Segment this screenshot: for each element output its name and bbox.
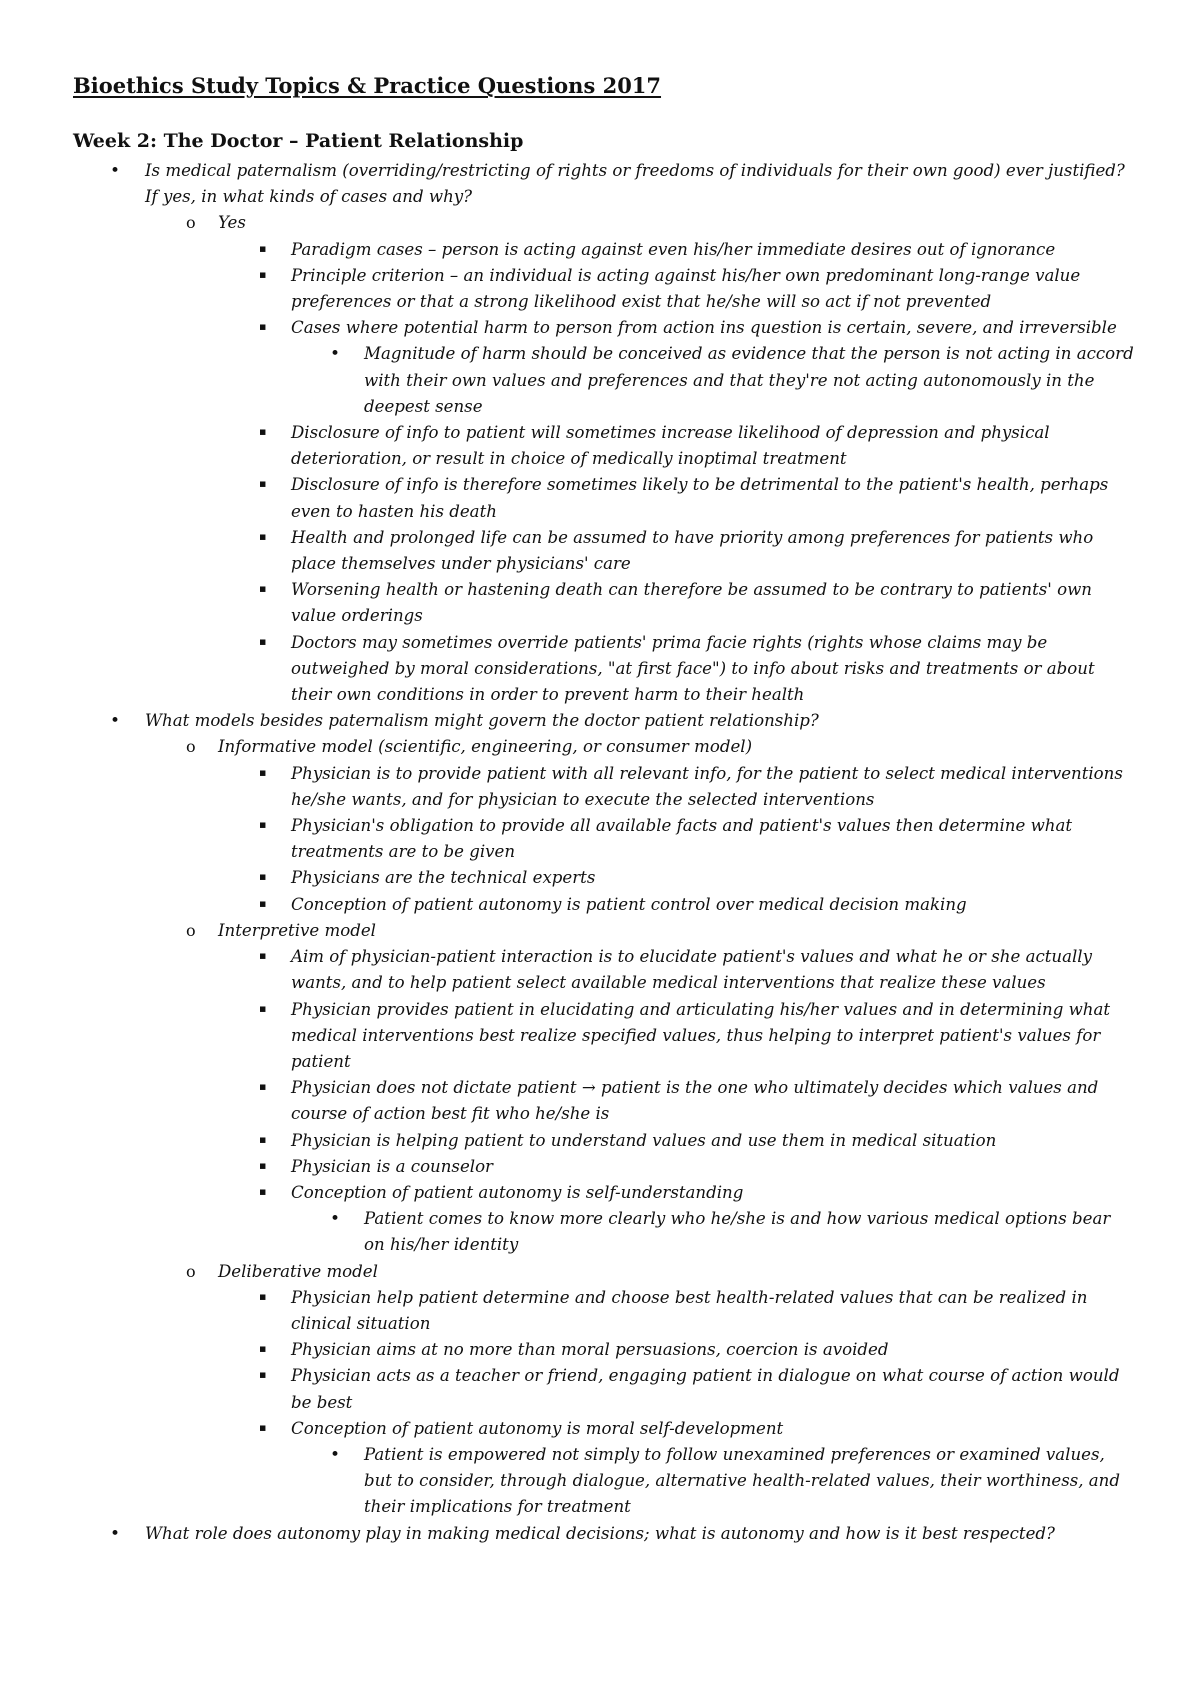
document-title: Bioethics Study Topics & Practice Questions 2017 [73,73,662,98]
bullet-marker: ▪ [259,818,267,832]
outline-item-text: Physician is a counselor [291,1156,493,1176]
outline-item-level-3 [0,1128,1135,1154]
outline-item-text: Health and prolonged life can be assumed to have priority among preferences for patients who place themselves under physicians' care [291,527,1094,574]
bullet-marker: ▪ [259,870,267,884]
bullet-marker: ▪ [259,1342,267,1356]
outline-item-level-3 [0,892,1135,918]
bullet-marker: ▪ [259,1132,267,1146]
bullet-marker: o [186,737,196,757]
bullet-marker: ▪ [259,1080,267,1094]
outline-item-level-3 [0,1180,1135,1206]
week-heading: Week 2: The Doctor – Patient Relationship [73,130,524,152]
outline-item-text: Is medical paternalism (overriding/restricting of rights or freedoms of individuals for their own good) ever justified? If yes, in what kinds of cases and why? [145,161,1125,207]
bullet-marker: ▪ [259,1420,267,1434]
outline-list [0,158,1200,1547]
outline-item-level-3 [0,997,1135,1076]
outline-item-level-3 [0,420,1135,472]
bullet-marker: ▪ [259,1001,267,1015]
outline-item-text: Principle criterion – an individual is acting against his/her own predominant long-range value preferences or that a strong likelihood exist that he/she will so act if not prevented [291,265,1081,312]
outline-item-text: Physician provides patient in elucidating and articulating his/her values and in determining what medical interventions best realize specified values, thus helping to interpret patient's values for patient [291,999,1111,1071]
outline-item-level-3 [0,944,1135,996]
outline-item-level-3 [0,315,1135,341]
outline-item-level-3 [0,1075,1135,1127]
outline-item-level-3 [0,813,1135,865]
outline-item-text: What models besides paternalism might govern the doctor patient relationship? [145,711,819,731]
outline-item-level-3 [0,1337,1135,1363]
outline-item-level-3 [0,1416,1135,1442]
outline-item-text: Worsening health or hastening death can therefore be assumed to be contrary to patients' own value orderings [291,580,1092,626]
outline-item-level-3 [0,630,1135,709]
outline-item-level-2 [0,210,1135,236]
outline-item-text: Physician aims at no more than moral persuasions, coercion is avoided [291,1340,889,1360]
outline-item-level-4 [0,1442,1135,1521]
bullet-marker: ▪ [259,241,267,255]
outline-item-level-3 [0,577,1135,629]
outline-item-level-3 [0,472,1135,524]
bullet-marker: ▪ [259,320,267,334]
outline-item-level-1 [0,1521,1135,1547]
bullet-marker: ▪ [259,267,267,281]
bullet-marker: ▪ [259,425,267,439]
outline-item-text: Physician's obligation to provide all available facts and patient's values then determine what treatments are to be given [291,816,1073,862]
outline-item-text: What role does autonomy play in making medical decisions; what is autonomy and how is it best respected? [145,1523,1055,1543]
outline-item-level-3 [0,237,1135,263]
outline-item-text: Paradigm cases – person is acting against even his/her immediate desires out of ignorance [291,239,1056,259]
outline-item-level-3 [0,1363,1135,1415]
outline-item-level-3 [0,525,1135,577]
outline-item-text: Physician help patient determine and choose best health-related values that can be realized in clinical situation [291,1287,1088,1333]
outline-item-text: Disclosure of info is therefore sometimes likely to be detrimental to the patient's health, perhaps even to hasten his death [291,475,1109,521]
bullet-marker: o [186,1261,196,1281]
bullet-marker: ▪ [259,477,267,491]
outline-item-text: Yes [218,213,246,233]
bullet-marker: • [330,1209,341,1230]
bullet-marker: o [186,920,196,940]
outline-item-text: Interpretive model [218,920,376,940]
outline-item-level-1 [0,158,1135,210]
bullet-marker: ▪ [259,529,267,543]
outline-item-text: Conception of patient autonomy is patient control over medical decision making [291,894,967,914]
outline-item-text: Doctors may sometimes override patients' prima facie rights (rights whose claims may be outweighed by moral considerations, "at first face") to info about risks and treatments or about their own conditions in order to prevent harm to their health [291,632,1095,705]
outline-item-level-2 [0,918,1135,944]
outline-item-text: Informative model (scientific, engineering, or consumer model) [218,737,753,757]
bullet-marker: • [110,1523,121,1544]
outline-item-level-1 [0,708,1135,734]
outline-item-text: Magnitude of harm should be conceived as evidence that the person is not acting in accord with their own values and preferences and that they're not acting autonomously in the deepest sense [364,344,1134,416]
outline-item-text: Physician is helping patient to understand values and use them in medical situation [291,1130,997,1150]
outline-item-level-4 [0,341,1135,420]
bullet-marker: ▪ [259,582,267,596]
bullet-marker: ▪ [259,1184,267,1198]
outline-item-text: Aim of physician-patient interaction is to elucidate patient's values and what he or she actually wants, and to help patient select available medical interventions that realize these values [291,947,1092,993]
bullet-marker: ▪ [259,1289,267,1303]
bullet-marker: • [110,711,121,732]
bullet-marker: ▪ [259,896,267,910]
outline-item-level-3 [0,761,1135,813]
outline-item-text: Conception of patient autonomy is self-understanding [291,1182,744,1202]
outline-item-level-4 [0,1206,1135,1258]
outline-item-level-2 [0,734,1135,760]
outline-item-level-3 [0,865,1135,891]
outline-item-text: Patient is empowered not simply to follow unexamined preferences or examined values, but to consider, through dialogue, alternative health-related values, their worthiness, and their implications for treatment [364,1444,1120,1517]
outline-item-text: Physician is to provide patient with all relevant info, for the patient to select medical interventions he/she wants, and for physician to execute the selected interventions [291,763,1123,809]
bullet-marker: ▪ [259,634,267,648]
outline-item-text: Cases where potential harm to person from action ins question is certain, severe, and irreversible [291,318,1117,338]
bullet-marker: ▪ [259,1368,267,1382]
bullet-marker: • [330,1444,341,1465]
outline-item-text: Deliberative model [218,1261,378,1281]
outline-item-text: Physician does not dictate patient → patient is the one who ultimately decides which values and course of action best fit who he/she is [291,1078,1099,1124]
outline-item-text: Conception of patient autonomy is moral self-development [291,1418,784,1438]
bullet-marker: ▪ [259,1158,267,1172]
outline-item-text: Patient comes to know more clearly who he/she is and how various medical options bear on his/her identity [364,1209,1111,1255]
outline-item-level-3 [0,1285,1135,1337]
outline-item-text: Disclosure of info to patient will sometimes increase likelihood of depression and physical deterioration, or result in choice of medically inoptimal treatment [291,423,1050,469]
bullet-marker: ▪ [259,765,267,779]
bullet-marker: ▪ [259,949,267,963]
outline-item-level-3 [0,263,1135,315]
outline-item-level-2 [0,1259,1135,1285]
outline-item-level-3 [0,1154,1135,1180]
outline-item-text: Physician acts as a teacher or friend, engaging patient in dialogue on what course of action would be best [291,1366,1120,1412]
bullet-marker: • [330,344,341,365]
bullet-marker: • [110,161,121,181]
outline-item-text: Physicians are the technical experts [291,868,596,888]
bullet-marker: o [186,213,196,233]
